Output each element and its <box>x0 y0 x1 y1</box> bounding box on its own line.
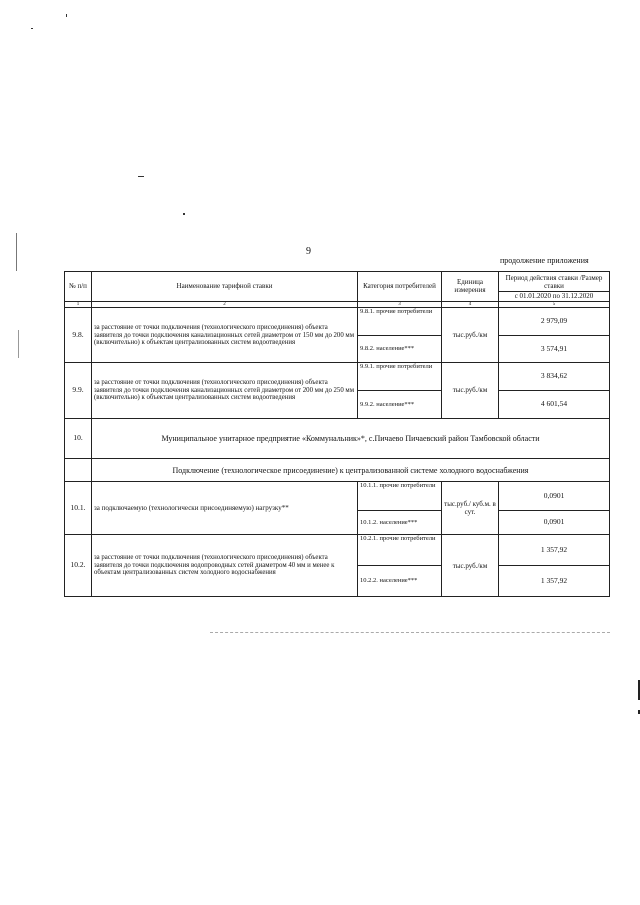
scan-speck <box>138 176 144 177</box>
row-value: 3 574,91 <box>499 335 610 363</box>
section-header-row <box>65 458 610 481</box>
header-period-cell <box>499 272 610 302</box>
section-title: Подключение (технологическое присоединение) к централизованной системе холодного водоснабжения <box>92 458 610 481</box>
organization-row <box>65 418 610 458</box>
row-value: 1 357,92 <box>499 566 610 597</box>
table-row <box>65 535 610 566</box>
organization-name: Муниципальное унитарное предприятие «Коммунальник»*, с.Пичаево Пичаевский район Тамбовской области <box>92 418 610 458</box>
column-number: 5 <box>499 301 610 307</box>
column-number: 2 <box>92 301 358 307</box>
column-number: 3 <box>358 301 442 307</box>
row-description: за расстояние от точки подключения (технологического присоединения) объекта заявителя до точки подключения водопроводных сетей диаметром 40 мм и менее к объектам централизованных систем холодного водоснабжения <box>92 535 358 597</box>
scan-speck <box>66 14 67 17</box>
row-value: 1 357,92 <box>499 535 610 566</box>
row-category: 9.9.2. население*** <box>358 391 442 419</box>
header-num: № п/п <box>65 272 92 302</box>
scan-speck <box>18 330 19 358</box>
row-value: 3 834,62 <box>499 363 610 391</box>
row-description: за расстояние от точки подключения (технологического присоединения) объекта заявителя до точки подключения канализационных сетей диаметром от 150 мм до 200 мм (включительно) к объектам централизованных систем водоотведения <box>92 308 358 363</box>
tariff-table <box>64 271 610 597</box>
row-unit: тыс.руб./км <box>442 308 499 363</box>
table-row <box>65 482 610 511</box>
row-number: 9.9. <box>65 363 92 418</box>
row-value: 2 979,09 <box>499 308 610 336</box>
table-row <box>65 308 610 336</box>
row-value: 0,0901 <box>499 482 610 511</box>
row-number: 10.2. <box>65 535 92 597</box>
row-unit: тыс.руб./км <box>442 363 499 418</box>
header-category: Категория потребителей <box>358 272 442 302</box>
empty-cell <box>65 458 92 481</box>
column-number: 1 <box>65 301 92 307</box>
row-value: 4 601,54 <box>499 391 610 419</box>
row-category: 9.8.2. население*** <box>358 335 442 363</box>
row-category: 10.2.1. прочие потребители <box>358 535 442 566</box>
row-description: за подключаемую (технологически присоединяемую) нагрузку** <box>92 482 358 535</box>
row-category: 9.9.1. прочие потребители <box>358 363 442 391</box>
row-number: 10.1. <box>65 482 92 535</box>
scan-speck <box>16 233 17 271</box>
row-number: 10. <box>65 418 92 458</box>
scan-speck <box>31 28 33 29</box>
page-number: 9 <box>306 246 311 257</box>
row-description: за расстояние от точки подключения (технологического присоединения) объекта заявителя до точки подключения канализационных сетей диаметром от 200 мм до 250 мм (включительно) к объектам централизованных систем водоотведения <box>92 363 358 418</box>
row-category: 9.8.1. прочие потребители <box>358 308 442 336</box>
column-number: 4 <box>442 301 499 307</box>
scan-speck <box>183 213 185 215</box>
row-category: 10.2.2. население*** <box>358 566 442 597</box>
row-number: 9.8. <box>65 308 92 363</box>
table-header-row <box>65 272 610 302</box>
header-period-title: Период действия ставки /Размер ставки <box>505 273 603 290</box>
row-unit: тыс.руб./км <box>442 535 499 597</box>
row-category: 10.1.2. население*** <box>358 510 442 534</box>
scan-noise-line <box>210 632 610 633</box>
continuation-note: продолжение приложения <box>500 256 589 265</box>
row-unit: тыс.руб./ куб.м. в сут. <box>442 482 499 535</box>
header-unit: Единица измерения <box>442 272 499 302</box>
table-row <box>65 363 610 391</box>
header-period-dates: с 01.01.2020 по 31.12.2020 <box>499 291 609 300</box>
header-name: Наименование тарифной ставки <box>92 272 358 302</box>
row-value: 0,0901 <box>499 510 610 534</box>
row-category: 10.1.1. прочие потребители <box>358 482 442 511</box>
